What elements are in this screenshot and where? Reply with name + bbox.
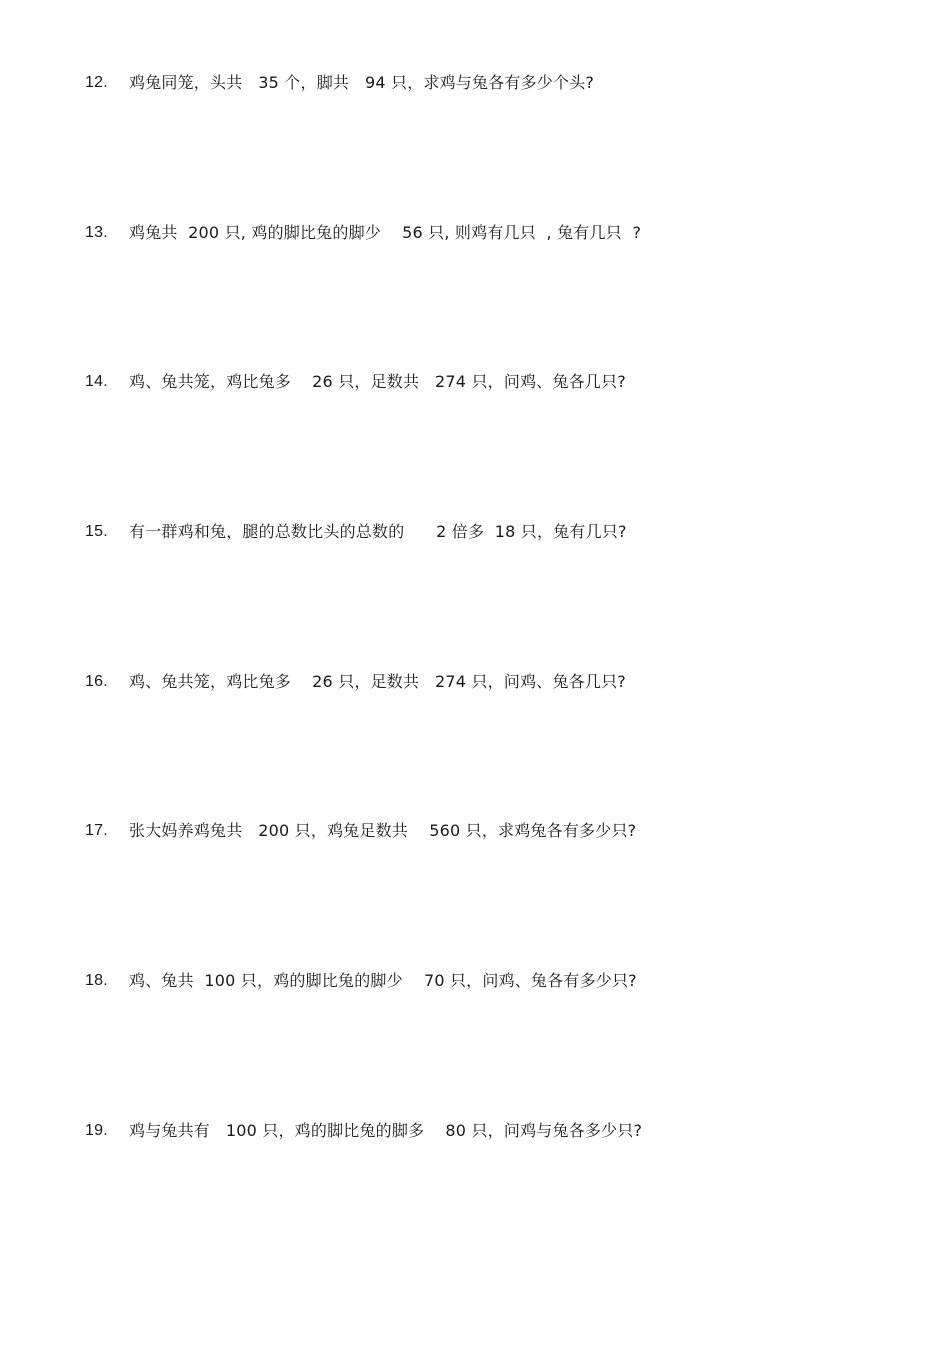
question-14 <box>85 370 626 394</box>
question-text: 鸡与兔共有 100 只，鸡的脚比兔的脚多 80 只，问鸡与兔各多少只? <box>129 1121 643 1140</box>
question-number: 14. <box>85 373 108 390</box>
question-text: 鸡兔同笼，头共 35 个，脚共 94 只，求鸡与兔各有多少个头? <box>129 73 595 92</box>
question-number: 15. <box>85 523 108 540</box>
question-number: 12. <box>85 74 108 91</box>
question-text: 张大妈养鸡兔共 200 只，鸡兔足数共 560 只，求鸡兔各有多少只? <box>129 821 637 840</box>
question-number: 18. <box>85 972 108 989</box>
question-number: 13. <box>85 224 108 241</box>
question-18 <box>85 969 637 993</box>
question-text: 鸡兔共 200 只, 鸡的脚比兔的脚少 56 只, 则鸡有几只 , 兔有几只 ? <box>129 223 642 242</box>
question-text: 鸡、兔共笼，鸡比兔多 26 只，足数共 274 只，问鸡、兔各几只? <box>129 372 626 391</box>
question-number: 19. <box>85 1122 108 1139</box>
question-19 <box>85 1119 642 1143</box>
question-15 <box>85 520 627 544</box>
question-13 <box>85 221 641 245</box>
question-text: 鸡、兔共笼，鸡比兔多 26 只，足数共 274 只，问鸡、兔各几只? <box>129 672 626 691</box>
question-16 <box>85 670 626 694</box>
question-12 <box>85 71 594 95</box>
question-17 <box>85 819 636 843</box>
question-number: 16. <box>85 673 108 690</box>
question-text: 有一群鸡和兔，腿的总数比头的总数的 2 倍多 18 只，兔有几只? <box>129 522 627 541</box>
question-text: 鸡、兔共 100 只，鸡的脚比兔的脚少 70 只，问鸡、兔各有多少只? <box>129 971 637 990</box>
question-number: 17. <box>85 822 108 839</box>
